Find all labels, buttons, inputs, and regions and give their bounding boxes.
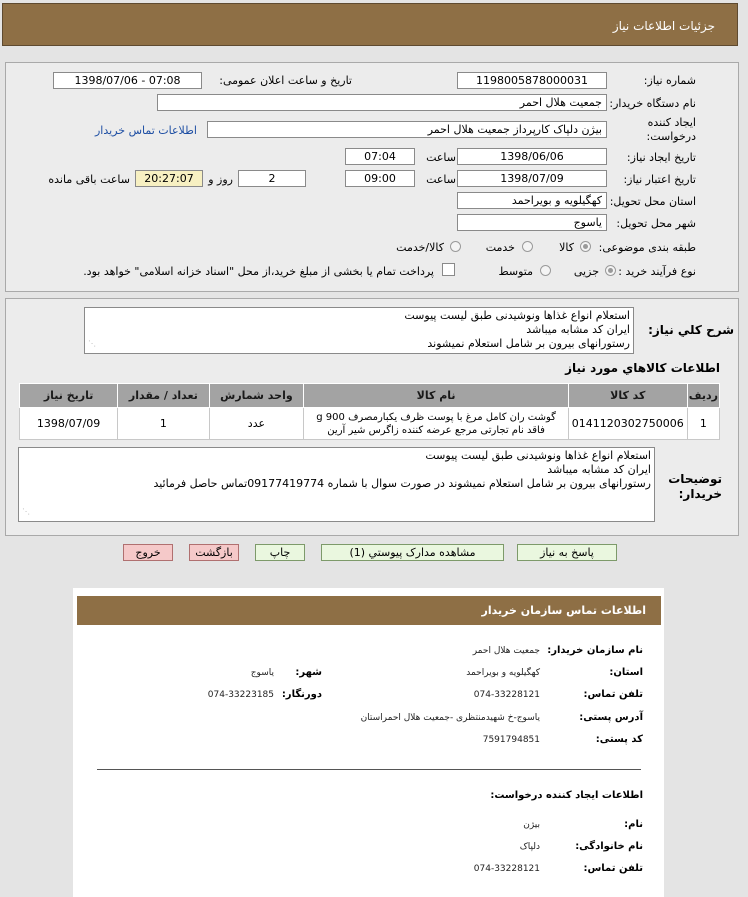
need-number-label: شماره نیاز: [643, 74, 696, 87]
creator-field: بیژن دلپاک کارپرداز جمعیت هلال احمر [207, 121, 607, 138]
cell-index: 1 [687, 408, 719, 440]
org-name-label: نام سازمان خریدار: [547, 645, 643, 656]
col-qty: تعداد / مقدار [118, 384, 209, 408]
created-time-label: ساعت [426, 151, 456, 164]
col-code: کد کالا [568, 384, 687, 408]
cell-unit: عدد [209, 408, 304, 440]
resize-grip-icon[interactable]: ⋰ [22, 507, 30, 516]
org-name-value: جمعیت هلال احمر [472, 646, 540, 656]
general-desc-line: ایران کد مشابه میباشد [526, 323, 630, 336]
buyer-org-field: جمعیت هلال احمر [157, 94, 607, 111]
days-left-field: 2 [238, 170, 306, 187]
table-row [20, 408, 720, 440]
postal-value: 7591794851 [482, 735, 540, 745]
treasury-checkbox[interactable] [442, 263, 455, 276]
general-desc-textarea[interactable] [84, 307, 634, 354]
payment-note: پرداخت تمام یا بخشی از مبلغ خرید،از محل "اسناد خزانه اسلامی" خواهد بود. [83, 265, 434, 278]
buyer-notes-label: توضیحات خریدار: [668, 472, 722, 501]
cell-name: گوشت ران کامل مرغ با پوست ظرف یکبارمصرف 900 g فاقد نام تجارتی مرجع عرضه کننده زاگرس شیر آرین [304, 408, 568, 440]
resize-grip-icon[interactable]: ⋰ [88, 339, 96, 348]
validity-label: تاریخ اعتبار نیاز: [623, 173, 696, 186]
col-date: تاريخ نياز [20, 384, 118, 408]
category-both-radio[interactable] [450, 241, 461, 252]
items-section-title: اطلاعات کالاهاي مورد نياز [565, 361, 720, 375]
exit-button[interactable]: خروج [123, 544, 173, 561]
category-service-radio[interactable] [522, 241, 533, 252]
category-option-both-label: کالا/خدمت [396, 241, 444, 254]
category-goods-radio[interactable] [580, 241, 591, 252]
created-date-field: 1398/06/06 [457, 148, 607, 165]
process-option-minor-label: جزیی [573, 265, 599, 278]
city-value-card: یاسوج [250, 668, 274, 678]
buyer-notes-textarea[interactable] [18, 447, 655, 522]
buyer-org-label: نام دستگاه خریدار: [609, 97, 696, 110]
page-title-bar [2, 3, 738, 46]
created-time-field: 07:04 [345, 148, 415, 165]
remaining-label: ساعت باقی مانده [48, 173, 130, 186]
contact-card-title: اطلاعات تماس سازمان خریدار [77, 596, 661, 625]
general-desc-label: شرح کلي نياز: [648, 323, 734, 337]
need-number-field: 1198005878000031 [457, 72, 607, 89]
validity-date-field: 1398/07/09 [457, 170, 607, 187]
back-button[interactable]: بازگشت [189, 544, 239, 561]
address-label: آدرس پستی: [579, 712, 643, 723]
process-label: نوع فرآیند خرید : [618, 265, 696, 278]
province-field: کهگیلویه و بویراحمد [457, 192, 607, 209]
buyer-notes-line: استعلام انواع غذاها ونوشیدنی طبق لیست پیوست [425, 449, 651, 462]
creator-phone-value: 074-33228121 [473, 864, 540, 874]
category-option-goods-label: کالا [559, 241, 574, 254]
announce-label: تاریخ و ساعت اعلان عمومی: [219, 74, 352, 87]
col-name: نام کالا [304, 384, 568, 408]
items-table-header [20, 384, 720, 408]
last-name-value: دلپاک [519, 842, 540, 852]
cell-qty: 1 [118, 408, 209, 440]
buyer-contact-link[interactable]: اطلاعات تماس خریدار [95, 124, 197, 137]
first-name-label: نام: [624, 819, 643, 830]
cell-date: 1398/07/09 [20, 408, 118, 440]
phone-label: تلفن تماس: [583, 689, 643, 700]
created-date-label: تاریخ ایجاد نیاز: [626, 151, 696, 164]
process-medium-radio[interactable] [540, 265, 551, 276]
fax-label: دورنگار: [281, 689, 322, 700]
city-field: یاسوج [457, 214, 607, 231]
address-value: یاسوج-خ شهیدمنتظری -جمعیت هلال احمراستان [360, 713, 540, 723]
first-name-value: بیژن [523, 820, 540, 830]
province-label-card: استان: [609, 667, 643, 678]
general-desc-line: رستورانهای بیرون بر شامل استعلام نمیشوند [427, 337, 630, 350]
process-option-medium-label: متوسط [498, 265, 533, 278]
province-label: استان محل تحویل: [609, 195, 696, 208]
creator-phone-label: تلفن تماس: [583, 863, 643, 874]
page-title: جزئیات اطلاعات نیاز [612, 19, 715, 33]
announce-field: 1398/07/06 - 07:08 [53, 72, 202, 89]
col-unit: واحد شمارش [209, 384, 304, 408]
process-minor-radio[interactable] [605, 265, 616, 276]
day-label: روز و [208, 173, 233, 186]
creator-section-title: اطلاعات ایجاد کننده درخواست: [490, 790, 643, 801]
items-table [19, 383, 720, 440]
city-label-card: شهر: [295, 667, 322, 678]
validity-time-field: 09:00 [345, 170, 415, 187]
col-index: رديف [687, 384, 719, 408]
postal-label: کد پستی: [595, 734, 643, 745]
creator-label: ایجاد کننده درخواست: [646, 116, 696, 143]
phone-value: 074-33228121 [473, 690, 540, 700]
fax-value: 074-33223185 [207, 690, 274, 700]
general-desc-line: استعلام انواع غذاها ونوشیدنی طبق لیست پیوست [404, 309, 630, 322]
city-label: شهر محل تحویل: [616, 217, 696, 230]
cell-code: 0141120302750006 [568, 408, 687, 440]
buyer-notes-line: رستورانهای بیرون بر شامل استعلام نمیشوند در صورت سوال با شماره 09177419774تماس حاصل فرمائید [153, 477, 651, 490]
attachments-button[interactable]: مشاهده مدارک پیوستي (1) [321, 544, 504, 561]
contact-divider [97, 769, 641, 770]
validity-time-label: ساعت [426, 173, 456, 186]
time-left-field: 20:27:07 [135, 170, 203, 187]
last-name-label: نام خانوادگی: [575, 841, 643, 852]
category-option-service-label: خدمت [485, 241, 515, 254]
print-button[interactable]: چاپ [255, 544, 305, 561]
reply-button[interactable]: پاسخ به نیاز [517, 544, 617, 561]
buyer-notes-line: ایران کد مشابه میباشد [547, 463, 651, 476]
province-value-card: کهگیلویه و بویراحمد [466, 668, 540, 678]
category-label: طبقه بندی موضوعی: [598, 241, 696, 254]
